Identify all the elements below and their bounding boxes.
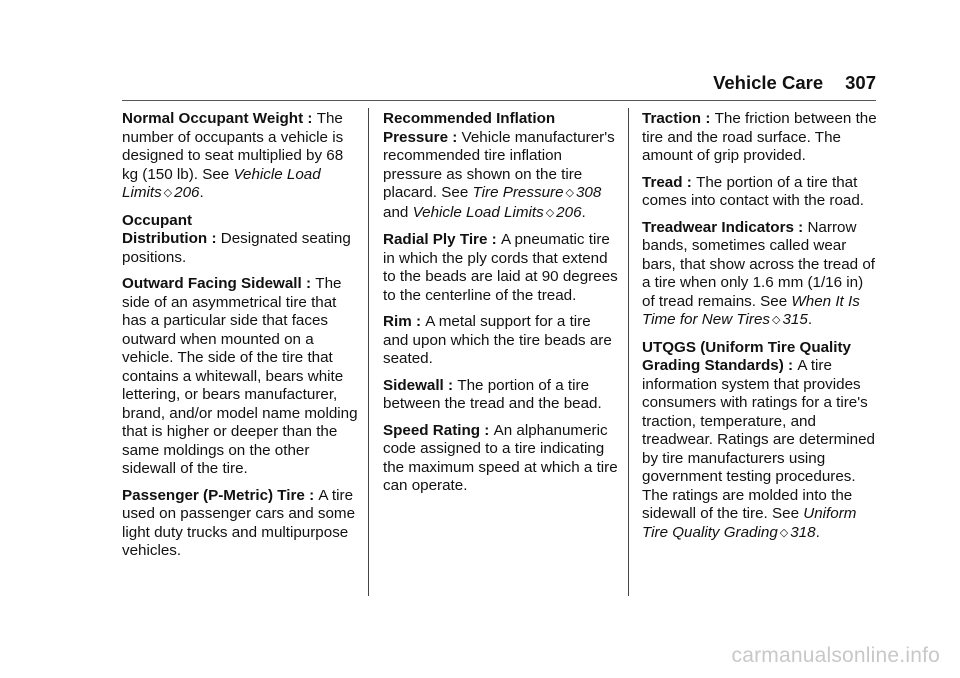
- term-separator: :: [686, 173, 692, 191]
- glossary-definition: A pneumatic tire in which the ply cords that extend to the beads are laid at 90 degrees to the centerline of the tread.: [383, 231, 618, 304]
- column-divider: [628, 108, 629, 596]
- glossary-term: Speed Rating: [383, 421, 481, 439]
- cross-reference-link: Vehicle Load Limits: [412, 203, 544, 221]
- glossary-term: Traction: [642, 110, 702, 127]
- glossary-term: Sidewall: [383, 376, 444, 394]
- term-separator: :: [705, 110, 711, 127]
- glossary-term: Radial Ply Tire: [383, 231, 488, 248]
- cross-reference-link: Vehicle Load Limits: [122, 165, 321, 201]
- glossary-definition: Vehicle manufacturer's recommended tire inflation pressure as shown on the tire placard. See: [383, 128, 615, 201]
- term-separator: :: [448, 376, 454, 394]
- term-separator: :: [306, 275, 312, 292]
- term-separator: :: [491, 231, 497, 248]
- reference-connector: and: [383, 203, 413, 221]
- glossary-definition: A tire used on passenger cars and some light duty trucks and multipurpose vehicles.: [122, 486, 356, 559]
- sentence-end: .: [199, 184, 204, 201]
- cross-reference-link: When It Is Time for New Tires: [642, 292, 860, 328]
- glossary-entry: [383, 422, 619, 496]
- glossary-entry: [383, 313, 619, 369]
- cross-reference-link: Tire Pressure: [472, 184, 564, 201]
- term-separator: :: [484, 421, 490, 439]
- glossary-entry: [122, 275, 358, 479]
- header-rule: [122, 100, 876, 101]
- glossary-entry: [383, 231, 619, 305]
- glossary-entry: [642, 339, 878, 544]
- term-separator: :: [415, 313, 421, 330]
- glossary-definition: The side of an asymmetrical tire that has a particular side that faces outward when mounted on a vehicle. The side of the tire that contains a whitewall, bears white lettering, or bears manufacturer, brand, and/or model name molding that is higher or deeper than the same moldings on the other sidewall of the tire.: [122, 275, 358, 477]
- glossary-term: Passenger (P-Metric) Tire: [122, 486, 305, 504]
- glossary-definition: The portion of a tire between the tread and the bead.: [383, 376, 602, 412]
- glossary-definition: The number of occupants a vehicle is designed to seat multiplied by 68 kg (150 lb). See: [122, 110, 344, 183]
- glossary-term: Outward Facing Sidewall: [122, 275, 302, 292]
- reference-page-number: 206: [174, 184, 200, 201]
- glossary-entry: [642, 110, 878, 166]
- glossary-entry: [383, 110, 619, 223]
- glossary-entry: [122, 110, 358, 204]
- glossary-entry: [642, 174, 878, 211]
- glossary-term: Rim: [383, 313, 412, 330]
- sentence-end: .: [807, 311, 813, 328]
- glossary-definition: The friction between the tire and the road surface. The amount of grip provided.: [642, 110, 877, 164]
- term-separator: :: [798, 218, 804, 236]
- reference-page-number: 308: [575, 184, 602, 201]
- page-reference-icon: ◇: [565, 187, 574, 199]
- reference-page-number: 315: [782, 311, 808, 328]
- page-number: 307: [845, 72, 876, 93]
- term-separator: :: [307, 110, 313, 127]
- reference-page-number: 318: [790, 523, 816, 541]
- sentence-end: .: [581, 203, 586, 221]
- glossary-definition: Narrow bands, sometimes called wear bars, that show across the tread of a tire when only 1.6 mm (1/16 in) of tread remains. See: [642, 218, 875, 310]
- page-header: [713, 72, 876, 94]
- term-separator: :: [309, 486, 315, 504]
- glossary-entry: [122, 487, 358, 561]
- glossary-term: Occupant Distribution: [122, 211, 208, 247]
- page-reference-icon: ◇: [772, 314, 781, 326]
- page-reference-icon: ◇: [779, 526, 789, 539]
- glossary-definition: A tire information system that provides consumers with ratings for a tire's traction, temperature, and treadwear. Ratings are determined by tire manufacturers using government testing procedures. The ratings are molded into the sidewall of the tire. See: [642, 357, 876, 522]
- glossary-term: Tread: [642, 173, 683, 191]
- glossary-column-1: [122, 110, 358, 569]
- column-divider: [368, 108, 369, 596]
- glossary-column-2: [383, 110, 619, 504]
- term-separator: :: [211, 230, 217, 247]
- cross-reference-link: Uniform Tire Quality Grading: [642, 505, 857, 541]
- glossary-term: Normal Occupant Weight: [122, 110, 304, 127]
- glossary-entry: [383, 377, 619, 414]
- glossary-definition: The portion of a tire that comes into contact with the road.: [642, 173, 865, 209]
- glossary-term: UTQGS (Uniform Tire Quality Grading Standards): [642, 338, 851, 374]
- watermark: carmanualsonline.info: [731, 644, 940, 667]
- section-title: Vehicle Care: [713, 72, 824, 93]
- sentence-end: .: [815, 523, 820, 541]
- glossary-definition: A metal support for a tire and upon which the tire beads are seated.: [383, 313, 612, 367]
- glossary-column-3: [642, 110, 878, 551]
- glossary-definition: Designated seating positions.: [122, 230, 351, 266]
- glossary-term: Recommended Inflation Pressure: [383, 110, 556, 146]
- page-reference-icon: ◇: [163, 187, 173, 199]
- page-reference-icon: ◇: [545, 206, 555, 219]
- term-separator: :: [452, 128, 458, 146]
- glossary-term: Treadwear Indicators: [642, 218, 794, 236]
- glossary-entry: [122, 212, 358, 268]
- reference-page-number: 206: [556, 203, 582, 221]
- term-separator: :: [788, 357, 794, 374]
- glossary-definition: An alphanumeric code assigned to a tire indicating the maximum speed at which a tire can operate.: [383, 421, 618, 494]
- glossary-entry: [642, 219, 878, 331]
